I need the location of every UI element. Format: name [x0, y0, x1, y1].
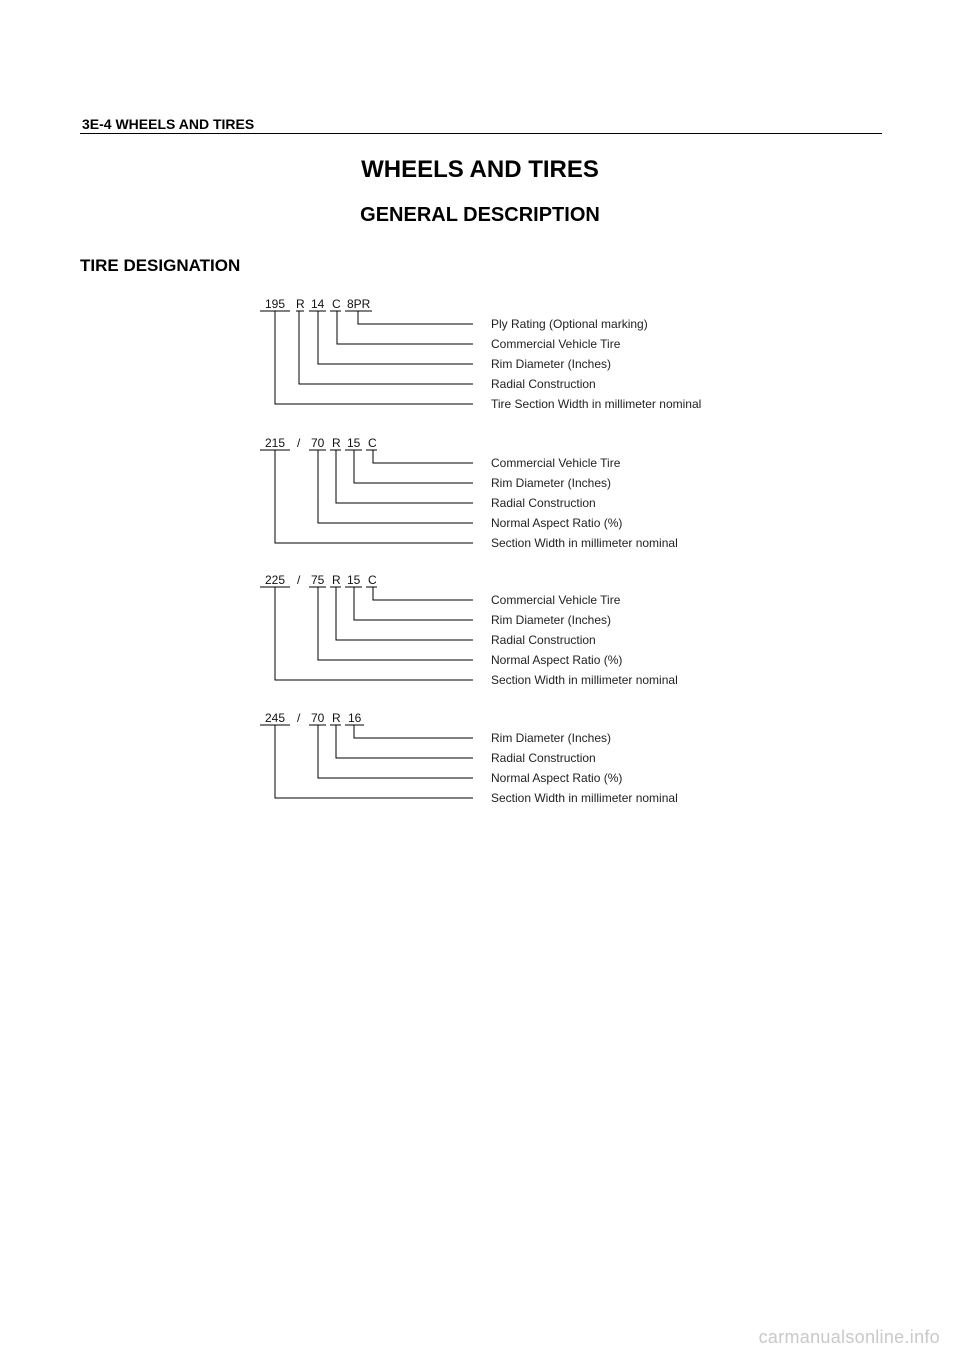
code-radial: R — [332, 711, 341, 725]
section-heading: TIRE DESIGNATION — [80, 256, 241, 275]
tire-designation-diagram-4 — [0, 711, 960, 841]
label-section-width: Tire Section Width in millimeter nominal — [491, 397, 702, 411]
code-commercial: C — [368, 573, 377, 587]
code-rim-diameter: 15 — [347, 436, 361, 450]
code-radial: R — [296, 297, 305, 311]
label-rim-diameter: Rim Diameter (Inches) — [491, 476, 612, 490]
page-title: WHEELS AND TIRES — [361, 156, 599, 183]
tire-designation-diagram-3 — [0, 573, 960, 703]
label-radial-construction: Radial Construction — [491, 633, 596, 647]
code-slash: / — [297, 573, 301, 587]
label-aspect-ratio: Normal Aspect Ratio (%) — [491, 516, 623, 530]
code-slash: / — [297, 436, 301, 450]
diagram-1-leader-lines — [0, 297, 960, 427]
code-aspect-ratio: 75 — [311, 573, 325, 587]
label-rim-diameter: Rim Diameter (Inches) — [491, 731, 612, 745]
page-header-label: 3E-4 WHEELS AND TIRES — [82, 116, 255, 132]
code-section-width: 245 — [265, 711, 286, 725]
diagram-4-leader-lines — [0, 711, 960, 821]
header-rule — [80, 133, 882, 134]
label-commercial-vehicle: Commercial Vehicle Tire — [491, 337, 621, 351]
code-rim-diameter: 16 — [348, 711, 362, 725]
label-section-width: Section Width in millimeter nominal — [491, 536, 678, 550]
code-commercial: C — [332, 297, 341, 311]
label-rim-diameter: Rim Diameter (Inches) — [491, 613, 612, 627]
code-aspect-ratio: 70 — [311, 436, 325, 450]
label-section-width: Section Width in millimeter nominal — [491, 673, 678, 687]
label-radial-construction: Radial Construction — [491, 377, 596, 391]
label-radial-construction: Radial Construction — [491, 751, 596, 765]
label-rim-diameter: Rim Diameter (Inches) — [491, 357, 612, 371]
diagram-3-leader-lines — [0, 573, 960, 703]
code-section-width: 195 — [265, 297, 286, 311]
tire-designation-diagram-1 — [0, 297, 960, 427]
code-rim-diameter: 15 — [347, 573, 361, 587]
code-rim-diameter: 14 — [311, 297, 325, 311]
code-section-width: 215 — [265, 436, 286, 450]
code-ply-rating: 8PR — [347, 297, 371, 311]
label-commercial-vehicle: Commercial Vehicle Tire — [491, 456, 621, 470]
label-ply-rating: Ply Rating (Optional marking) — [491, 317, 648, 331]
code-aspect-ratio: 70 — [311, 711, 325, 725]
code-section-width: 225 — [265, 573, 286, 587]
code-radial: R — [332, 436, 341, 450]
label-commercial-vehicle: Commercial Vehicle Tire — [491, 593, 621, 607]
label-section-width: Section Width in millimeter nominal — [491, 791, 678, 805]
diagram-2-leader-lines — [0, 436, 960, 566]
code-radial: R — [332, 573, 341, 587]
tire-designation-diagram-2 — [0, 436, 960, 566]
label-aspect-ratio: Normal Aspect Ratio (%) — [491, 771, 623, 785]
section-subtitle: GENERAL DESCRIPTION — [360, 204, 600, 226]
label-aspect-ratio: Normal Aspect Ratio (%) — [491, 653, 623, 667]
label-radial-construction: Radial Construction — [491, 496, 596, 510]
code-commercial: C — [368, 436, 377, 450]
watermark: carmanualsonline.info — [758, 1327, 940, 1347]
code-slash: / — [297, 711, 301, 725]
